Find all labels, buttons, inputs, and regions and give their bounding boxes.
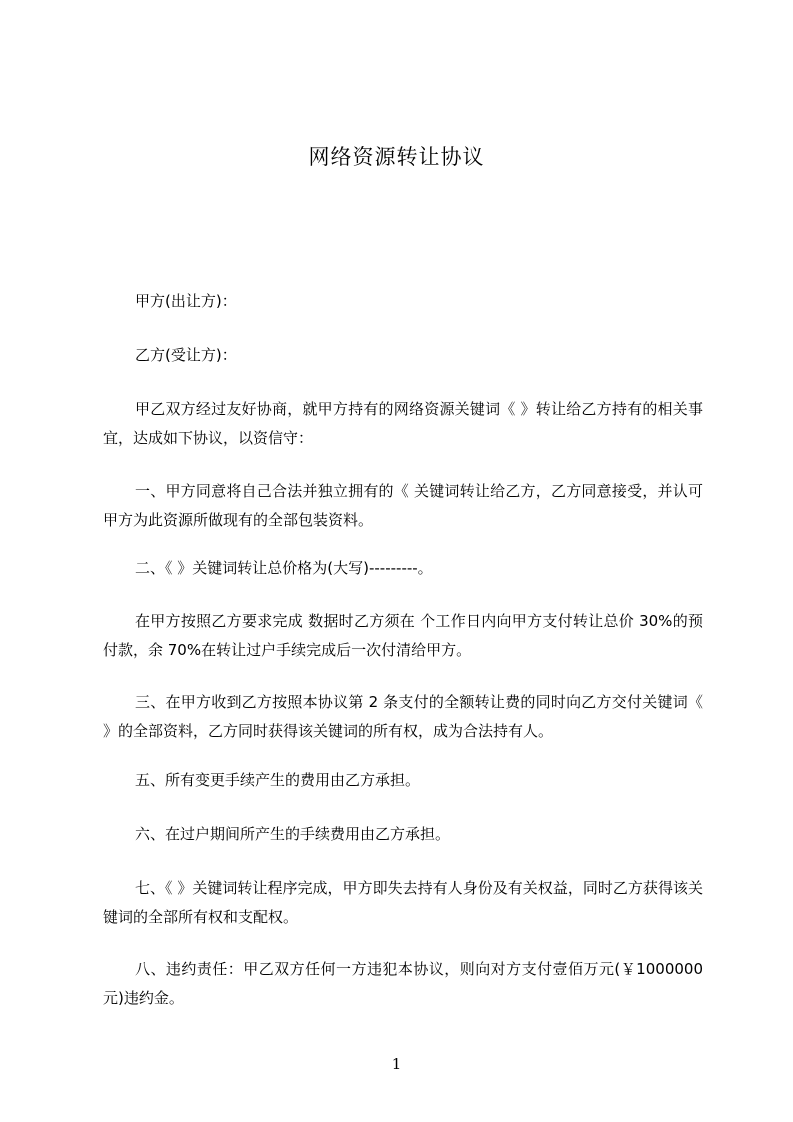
clause-7: 七、《 》关键词转让程序完成，甲方即失去持有人身份及有关权益，同时乙方获得该关键词的全部所有权和支配权。 [103, 879, 703, 926]
clause-2-payment-terms: 在甲方按照乙方要求完成 数据时乙方须在 个工作日内向甲方支付转让总价 30%的预付款，余 70%在转让过户手续完成后一次付清给甲方。 [103, 612, 703, 659]
clause-2: 二、《 》关键词转让总价格为(大写)---------。 [135, 559, 433, 577]
party-a-line: 甲方(出让方)： [135, 292, 237, 310]
preamble-paragraph: 甲乙双方经过友好协商，就甲方持有的网络资源关键词《 》转让给乙方持有的相关事宜，达成如下协议，以资信守： [103, 400, 703, 447]
clause-3: 三、在甲方收到乙方按照本协议第 2 条支付的全额转让费的同时向乙方交付关键词《 》的全部资料，乙方同时获得该关键词的所有权，成为合法持有人。 [103, 693, 703, 740]
page-number: 1 [391, 1055, 402, 1073]
clause-6: 六、在过户期间所产生的手续费用由乙方承担。 [135, 825, 451, 843]
clause-8: 八、违约责任：甲乙双方任何一方违犯本协议，则向对方支付壹佰万元(￥1000000 元)违约金。 [103, 960, 703, 1007]
party-b-line: 乙方(受让方)： [135, 346, 237, 364]
clause-1: 一、甲方同意将自己合法并独立拥有的《 关键词转让给乙方，乙方同意接受，并认可甲方为此资源所做现有的全部包装资料。 [103, 482, 703, 529]
document-title: 网络资源转让协议 [308, 145, 485, 169]
clause-5: 五、所有变更手续产生的费用由乙方承担。 [135, 771, 421, 789]
